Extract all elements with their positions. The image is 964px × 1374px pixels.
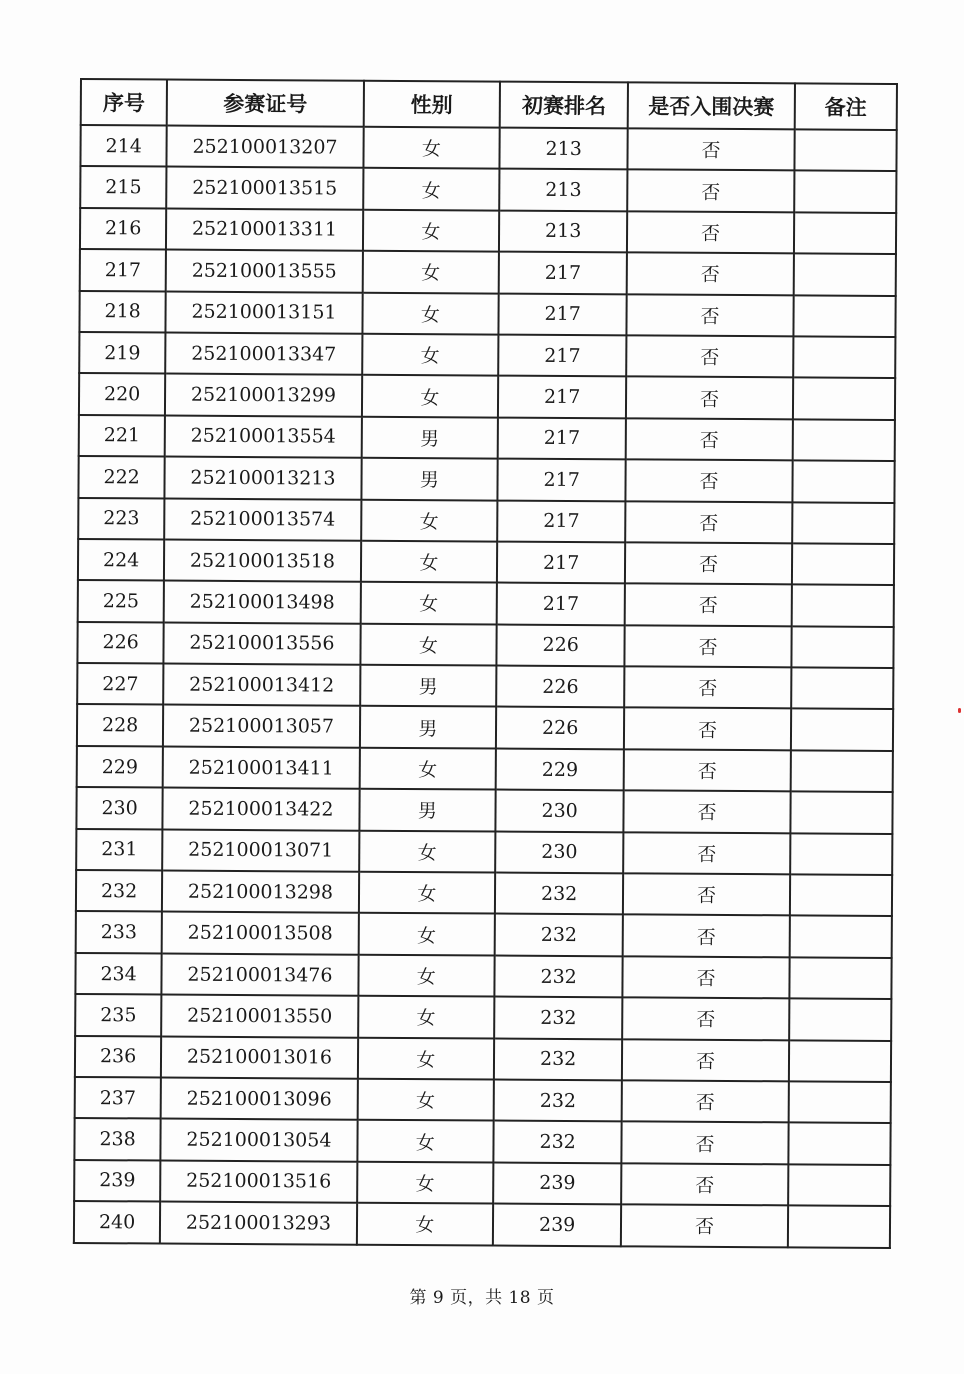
- cell-gender: 女: [358, 955, 495, 997]
- table-row: [74, 1160, 890, 1206]
- cell-remarks: [794, 129, 897, 171]
- table-row: [75, 994, 891, 1040]
- cell-gender: 男: [359, 789, 496, 831]
- table-row: [80, 166, 896, 212]
- cell-entry-number: 252100013518: [164, 539, 361, 582]
- cell-remarks: [791, 709, 894, 751]
- cell-remarks: [794, 212, 897, 254]
- cell-serial-number: 228: [77, 704, 163, 746]
- cell-serial-number: 225: [78, 580, 164, 622]
- cell-finalist: 否: [622, 1080, 789, 1122]
- cell-entry-number: 252100013299: [165, 374, 362, 417]
- table-row: [76, 911, 892, 957]
- cell-entry-number: 252100013016: [161, 1036, 358, 1079]
- cell-preliminary-rank: 213: [499, 128, 628, 170]
- cell-gender: 男: [360, 665, 497, 707]
- table-row: [80, 249, 896, 295]
- cell-finalist: 否: [624, 666, 791, 708]
- cell-remarks: [792, 460, 895, 502]
- table-row: [75, 1077, 891, 1123]
- cell-serial-number: 230: [76, 787, 162, 829]
- cell-entry-number: 252100013298: [162, 871, 359, 914]
- cell-preliminary-rank: 230: [495, 831, 624, 873]
- table-row: [79, 291, 895, 337]
- table-row: [78, 456, 894, 502]
- cell-remarks: [788, 1081, 891, 1123]
- cell-serial-number: 229: [77, 746, 163, 788]
- header-finalist: 是否入围决赛: [628, 82, 795, 129]
- cell-preliminary-rank: 213: [499, 210, 628, 252]
- table-row: [74, 1201, 890, 1247]
- cell-gender: 女: [358, 996, 495, 1038]
- cell-remarks: [790, 750, 893, 792]
- table-row: [75, 1036, 891, 1082]
- cell-preliminary-rank: 217: [497, 583, 626, 625]
- cell-serial-number: 240: [74, 1201, 160, 1243]
- header-gender: 性别: [363, 81, 500, 128]
- cell-remarks: [790, 792, 893, 834]
- cell-preliminary-rank: 217: [498, 376, 627, 418]
- table-row: [77, 746, 893, 792]
- cell-serial-number: 217: [80, 249, 166, 291]
- table-row: [78, 539, 894, 585]
- cell-remarks: [789, 957, 892, 999]
- cell-serial-number: 239: [74, 1160, 160, 1202]
- cell-finalist: 否: [622, 1039, 789, 1081]
- cell-serial-number: 224: [78, 539, 164, 581]
- cell-preliminary-rank: 232: [494, 997, 623, 1039]
- cell-finalist: 否: [625, 501, 792, 543]
- cell-gender: 女: [359, 830, 496, 872]
- cell-gender: 女: [362, 292, 499, 334]
- cell-gender: 女: [357, 1120, 494, 1162]
- cell-entry-number: 252100013151: [166, 291, 363, 334]
- cell-serial-number: 227: [77, 663, 163, 705]
- cell-preliminary-rank: 226: [496, 624, 625, 666]
- table-row: [78, 498, 894, 544]
- cell-gender: 女: [361, 499, 498, 541]
- cell-entry-number: 252100013574: [164, 498, 361, 541]
- cell-remarks: [793, 378, 896, 420]
- cell-entry-number: 252100013057: [163, 705, 360, 748]
- cell-serial-number: 214: [80, 125, 166, 167]
- cell-serial-number: 226: [77, 622, 163, 664]
- table-row: [76, 870, 892, 916]
- cell-finalist: 否: [622, 998, 789, 1040]
- cell-gender: 女: [363, 168, 500, 210]
- table-header-row: [81, 79, 897, 130]
- cell-remarks: [791, 626, 894, 668]
- table-row: [75, 953, 891, 999]
- cell-serial-number: 222: [78, 456, 164, 498]
- cell-finalist: 否: [623, 832, 790, 874]
- cell-gender: 女: [362, 375, 499, 417]
- cell-preliminary-rank: 226: [496, 707, 625, 749]
- cell-finalist: 否: [623, 915, 790, 957]
- cell-preliminary-rank: 217: [498, 417, 627, 459]
- cell-finalist: 否: [622, 1122, 789, 1164]
- cell-gender: 女: [359, 872, 496, 914]
- cell-remarks: [790, 874, 893, 916]
- cell-remarks: [793, 254, 896, 296]
- cell-finalist: 否: [627, 294, 794, 336]
- table-row: [77, 704, 893, 750]
- table-row: [79, 332, 895, 378]
- cell-serial-number: 221: [79, 415, 165, 457]
- cell-entry-number: 252100013508: [162, 912, 359, 955]
- cell-preliminary-rank: 217: [497, 500, 626, 542]
- cell-remarks: [789, 1040, 892, 1082]
- cell-entry-number: 252100013311: [166, 208, 363, 251]
- cell-gender: 男: [360, 706, 497, 748]
- header-preliminary-rank: 初赛排名: [500, 82, 629, 129]
- cell-entry-number: 252100013476: [162, 953, 359, 996]
- cell-finalist: 否: [625, 625, 792, 667]
- cell-serial-number: 215: [80, 166, 166, 208]
- cell-entry-number: 252100013207: [167, 126, 364, 169]
- header-serial-number: 序号: [81, 79, 167, 126]
- cell-remarks: [789, 916, 892, 958]
- cell-entry-number: 252100013550: [161, 995, 358, 1038]
- cell-entry-number: 252100013096: [161, 1077, 358, 1120]
- cell-gender: 女: [360, 623, 497, 665]
- cell-preliminary-rank: 230: [495, 790, 624, 832]
- cell-gender: 女: [357, 1079, 494, 1121]
- cell-finalist: 否: [626, 459, 793, 501]
- cell-preliminary-rank: 217: [498, 293, 627, 335]
- cell-serial-number: 231: [76, 829, 162, 871]
- cell-entry-number: 252100013411: [163, 746, 360, 789]
- cell-finalist: 否: [625, 584, 792, 626]
- cell-serial-number: 220: [79, 373, 165, 415]
- cell-entry-number: 252100013556: [164, 622, 361, 665]
- cell-remarks: [789, 999, 892, 1041]
- cell-preliminary-rank: 239: [493, 1162, 622, 1204]
- cell-preliminary-rank: 232: [493, 1121, 622, 1163]
- cell-entry-number: 252100013412: [163, 664, 360, 707]
- cell-gender: 女: [363, 127, 500, 169]
- cell-entry-number: 252100013555: [166, 250, 363, 293]
- cell-remarks: [791, 585, 894, 627]
- cell-serial-number: 218: [79, 291, 165, 333]
- cell-serial-number: 232: [76, 870, 162, 912]
- header-remarks: 备注: [794, 83, 897, 130]
- cell-entry-number: 252100013293: [160, 1202, 357, 1245]
- table-body: [74, 125, 897, 1248]
- cell-finalist: 否: [627, 211, 794, 253]
- cell-serial-number: 219: [79, 332, 165, 374]
- cell-remarks: [792, 502, 895, 544]
- cell-preliminary-rank: 217: [498, 335, 627, 377]
- cell-preliminary-rank: 232: [494, 955, 623, 997]
- cell-finalist: 否: [627, 253, 794, 295]
- cell-gender: 女: [358, 1037, 495, 1079]
- table-row: [79, 415, 895, 461]
- cell-gender: 女: [358, 913, 495, 955]
- cell-finalist: 否: [621, 1163, 788, 1205]
- cell-preliminary-rank: 232: [494, 1080, 623, 1122]
- cell-remarks: [788, 1123, 891, 1165]
- cell-preliminary-rank: 213: [499, 169, 628, 211]
- cell-entry-number: 252100013422: [163, 788, 360, 831]
- cell-preliminary-rank: 217: [499, 252, 628, 294]
- cell-serial-number: 238: [74, 1118, 160, 1160]
- cell-remarks: [792, 419, 895, 461]
- cell-entry-number: 252100013554: [165, 415, 362, 458]
- cell-finalist: 否: [626, 335, 793, 377]
- cell-remarks: [791, 667, 894, 709]
- table-row: [77, 663, 893, 709]
- cell-gender: 女: [357, 1161, 494, 1203]
- cell-remarks: [793, 336, 896, 378]
- cell-finalist: 否: [628, 170, 795, 212]
- cell-entry-number: 252100013071: [162, 829, 359, 872]
- cell-gender: 女: [357, 1203, 494, 1245]
- cell-remarks: [788, 1206, 891, 1248]
- table-row: [80, 125, 896, 171]
- cell-preliminary-rank: 217: [497, 459, 626, 501]
- table-row: [78, 580, 894, 626]
- cell-remarks: [794, 171, 897, 213]
- scan-mark: [958, 708, 961, 713]
- table-row: [76, 829, 892, 875]
- table-row: [79, 373, 895, 419]
- table-row: [77, 622, 893, 668]
- cell-preliminary-rank: 232: [495, 914, 624, 956]
- cell-entry-number: 252100013515: [166, 167, 363, 210]
- cell-preliminary-rank: 226: [496, 666, 625, 708]
- cell-serial-number: 236: [75, 1036, 161, 1078]
- cell-finalist: 否: [623, 873, 790, 915]
- cell-entry-number: 252100013516: [160, 1160, 357, 1203]
- cell-serial-number: 223: [78, 498, 164, 540]
- cell-finalist: 否: [624, 749, 791, 791]
- table-row: [74, 1118, 890, 1164]
- cell-gender: 女: [363, 210, 500, 252]
- cell-gender: 女: [361, 541, 498, 583]
- cell-finalist: 否: [624, 791, 791, 833]
- cell-finalist: 否: [626, 418, 793, 460]
- results-table: [73, 78, 898, 1249]
- cell-gender: 男: [361, 416, 498, 458]
- cell-serial-number: 216: [80, 208, 166, 250]
- cell-preliminary-rank: 232: [494, 1038, 623, 1080]
- cell-serial-number: 235: [75, 994, 161, 1036]
- table-row: [76, 787, 892, 833]
- cell-preliminary-rank: 217: [497, 541, 626, 583]
- header-entry-number: 参赛证号: [167, 80, 364, 127]
- cell-finalist: 否: [621, 1204, 788, 1246]
- cell-remarks: [788, 1164, 891, 1206]
- cell-preliminary-rank: 229: [496, 748, 625, 790]
- cell-gender: 女: [360, 582, 497, 624]
- cell-entry-number: 252100013347: [165, 332, 362, 375]
- cell-serial-number: 237: [75, 1077, 161, 1119]
- cell-remarks: [793, 295, 896, 337]
- cell-remarks: [792, 543, 895, 585]
- table-row: [80, 208, 896, 254]
- cell-entry-number: 252100013054: [161, 1119, 358, 1162]
- cell-remarks: [790, 833, 893, 875]
- cell-serial-number: 234: [75, 953, 161, 995]
- cell-gender: 女: [362, 251, 499, 293]
- cell-preliminary-rank: 232: [495, 873, 624, 915]
- cell-serial-number: 233: [76, 911, 162, 953]
- cell-finalist: 否: [625, 542, 792, 584]
- cell-preliminary-rank: 239: [493, 1204, 622, 1246]
- page-number-footer: 第 9 页，共 18 页: [409, 1288, 555, 1308]
- cell-entry-number: 252100013498: [164, 581, 361, 624]
- cell-finalist: 否: [624, 708, 791, 750]
- cell-finalist: 否: [628, 128, 795, 170]
- cell-entry-number: 252100013213: [165, 457, 362, 500]
- cell-gender: 女: [359, 748, 496, 790]
- cell-gender: 女: [362, 334, 499, 376]
- cell-finalist: 否: [626, 377, 793, 419]
- cell-finalist: 否: [623, 956, 790, 998]
- cell-gender: 男: [361, 458, 498, 500]
